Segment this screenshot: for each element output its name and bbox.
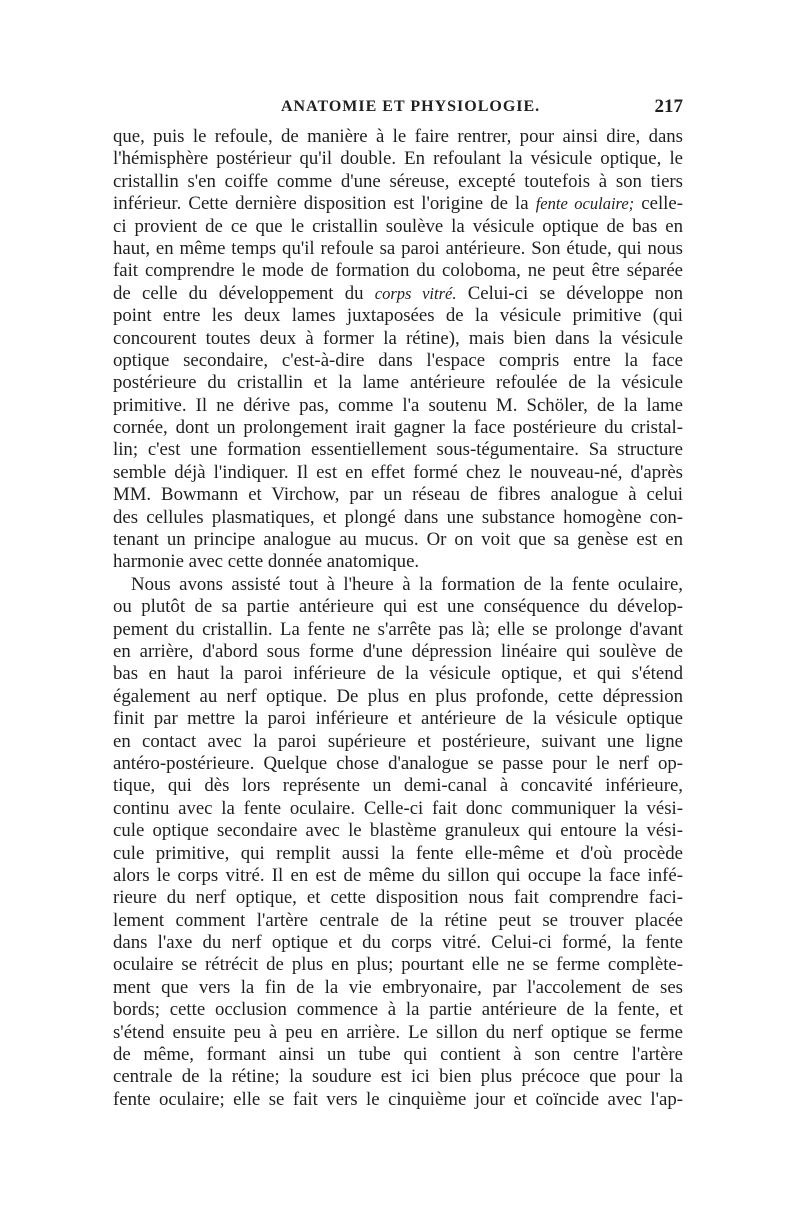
text-line <box>113 484 683 506</box>
text-line <box>113 865 683 887</box>
line-text: cule primitive, qui remplit aussi la fente elle-même et d'où procède <box>113 842 683 864</box>
line-text: de même, formant ainsi un tube qui contient à son centre l'artère <box>113 1044 683 1066</box>
text-line <box>113 328 683 350</box>
text-line <box>113 395 683 417</box>
text-line <box>113 619 683 641</box>
text-line <box>113 1022 683 1044</box>
text-line <box>113 417 683 439</box>
line-text: dans l'axe du nerf optique et du corps vitré. Celui-ci formé, la fente <box>113 932 683 954</box>
text-line <box>113 350 683 372</box>
italic-term: corps vitré. <box>374 283 457 303</box>
line-text: finit par mettre la paroi inférieure et antérieure de la vésicule optique <box>113 708 683 730</box>
line-text: MM. Bowmann et Virchow, par un réseau de fibres analogue à celui <box>113 484 683 506</box>
italic-term: fente oculaire; <box>535 194 635 214</box>
line-text: de celle du développement du <box>113 282 375 304</box>
line-text: point entre les deux lames juxtaposées de la vésicule primitive (qui <box>113 305 683 327</box>
line-text: ou plutôt de sa partie antérieure qui est une conséquence du dévelop- <box>113 596 683 618</box>
line-text: lement comment l'artère centrale de la rétine peut se trouver placée <box>113 909 683 931</box>
running-title: ANATOMIE ET PHYSIOLOGIE. <box>281 98 541 115</box>
document-page <box>113 96 683 1111</box>
text-line <box>113 731 683 753</box>
text-line <box>113 260 683 282</box>
text-line <box>113 171 683 193</box>
line-text: tenant un principe analogue au mucus. Or on voit que sa genèse est en <box>113 529 683 551</box>
text-line <box>113 193 683 215</box>
line-text: fait comprendre le mode de formation du coloboma, ne peut être séparée <box>113 260 683 282</box>
line-text: concourent toutes deux à former la rétine), mais bien dans la vésicule <box>113 327 683 349</box>
text-line <box>113 216 683 238</box>
line-text: antéro-postérieure. Quelque chose d'analogue se passe pour le nerf op- <box>113 752 683 774</box>
line-text: bords; cette occlusion commence à la partie antérieure de la fente, et <box>113 999 683 1021</box>
line-text: en contact avec la paroi supérieure et postérieure, suivant une ligne <box>113 730 683 752</box>
line-text: que, puis le refoule, de manière à le faire rentrer, pour ainsi dire, dans <box>113 126 683 147</box>
text-line <box>113 999 683 1021</box>
text-line <box>113 932 683 954</box>
line-text: optique secondaire, c'est-à-dire dans l'espace compris entre la face <box>113 349 683 371</box>
line-text: continu avec la fente oculaire. Celle-ci fait donc communiquer la vési- <box>113 797 683 819</box>
text-line <box>113 798 683 820</box>
text-line <box>113 283 683 305</box>
text-line <box>113 551 683 573</box>
line-text: fente oculaire; elle se fait vers le cinquième jour et coïncide avec l'ap- <box>113 1088 683 1110</box>
line-text: s'étend ensuite peu à peu en arrière. Le sillon du nerf optique se ferme <box>113 1021 683 1043</box>
text-line <box>113 439 683 461</box>
text-line <box>113 663 683 685</box>
text-line <box>113 305 683 327</box>
text-line <box>113 843 683 865</box>
text-line <box>113 1089 683 1111</box>
text-line <box>113 887 683 909</box>
line-text: cristallin s'en coiffe comme d'une séreuse, excepté toutefois à son tiers <box>113 170 683 192</box>
line-text: rieure du nerf optique, et cette disposition nous fait comprendre faci- <box>113 887 683 909</box>
text-line <box>113 372 683 394</box>
text-line <box>113 574 683 596</box>
line-text: oculaire se rétrécit de plus en plus; pourtant elle ne se ferme complète- <box>113 954 683 976</box>
body-text <box>113 126 683 1111</box>
line-text: bas en haut la paroi inférieure de la vésicule optique, et qui s'étend <box>113 663 683 685</box>
text-line <box>113 820 683 842</box>
line-text: également au nerf optique. De plus en plus profonde, cette dépression <box>113 685 683 707</box>
text-line <box>113 954 683 976</box>
line-text: ment que vers la fin de la vie embryonaire, par l'accolement de ses <box>113 976 683 998</box>
line-text: des cellules plasmatiques, et plongé dans une substance homogène con- <box>113 506 683 528</box>
line-text-after: Celui-ci se développe non <box>456 282 683 304</box>
line-text: l'hémisphère postérieur qu'il double. En refoulant la vésicule optique, le <box>113 148 683 170</box>
text-line <box>113 126 683 148</box>
text-line <box>113 708 683 730</box>
line-text-after: celle- <box>634 193 683 215</box>
text-line <box>113 148 683 170</box>
line-text: postérieure du cristallin et la lame antérieure refoulée de la vésicule <box>113 372 683 394</box>
line-text: centrale de la rétine; la soudure est ici bien plus précoce que pour la <box>113 1066 683 1088</box>
line-text: semble déjà l'indiquer. Il est en effet formé chez le nouveau-né, d'après <box>113 461 683 483</box>
text-line <box>113 238 683 260</box>
text-line <box>113 529 683 551</box>
line-text: primitive. Il ne dérive pas, comme l'a soutenu M. Schöler, de la lame <box>113 394 683 416</box>
text-line <box>113 462 683 484</box>
line-text: inférieur. Cette dernière disposition est l'origine de la <box>113 193 536 215</box>
text-line <box>113 507 683 529</box>
line-text: cornée, dont un prolongement irait gagner la face postérieure du cristal- <box>113 417 683 439</box>
line-text: lin; c'est une formation essentiellement sous-tégumentaire. Sa structure <box>113 439 683 461</box>
line-text: Nous avons assisté tout à l'heure à la formation de la fente oculaire, <box>131 573 683 595</box>
line-text: cule optique secondaire avec le blastème granuleux qui entoure la vési- <box>113 820 683 842</box>
text-line <box>113 641 683 663</box>
text-line <box>113 753 683 775</box>
page-header <box>113 96 683 126</box>
text-line <box>113 775 683 797</box>
text-line <box>113 686 683 708</box>
text-line <box>113 910 683 932</box>
line-text: ci provient de ce que le cristallin soulève la vésicule optique de bas en <box>113 215 683 237</box>
text-line <box>113 596 683 618</box>
line-text: pement du cristallin. La fente ne s'arrête pas là; elle se prolonge d'avant <box>113 618 683 640</box>
line-text: alors le corps vitré. Il en est de même du sillon qui occupe la face infé- <box>113 864 683 886</box>
page-number: 217 <box>654 96 683 117</box>
line-text: en arrière, d'abord sous forme d'une dépression linéaire qui soulève de <box>113 640 683 662</box>
text-line <box>113 1066 683 1088</box>
text-line <box>113 977 683 999</box>
line-text: tique, qui dès lors représente un demi-canal à concavité inférieure, <box>113 775 683 797</box>
text-line <box>113 1044 683 1066</box>
line-text: harmonie avec cette donnée anatomique. <box>113 551 420 573</box>
line-text: haut, en même temps qu'il refoule sa paroi antérieure. Son étude, qui nous <box>113 237 683 259</box>
